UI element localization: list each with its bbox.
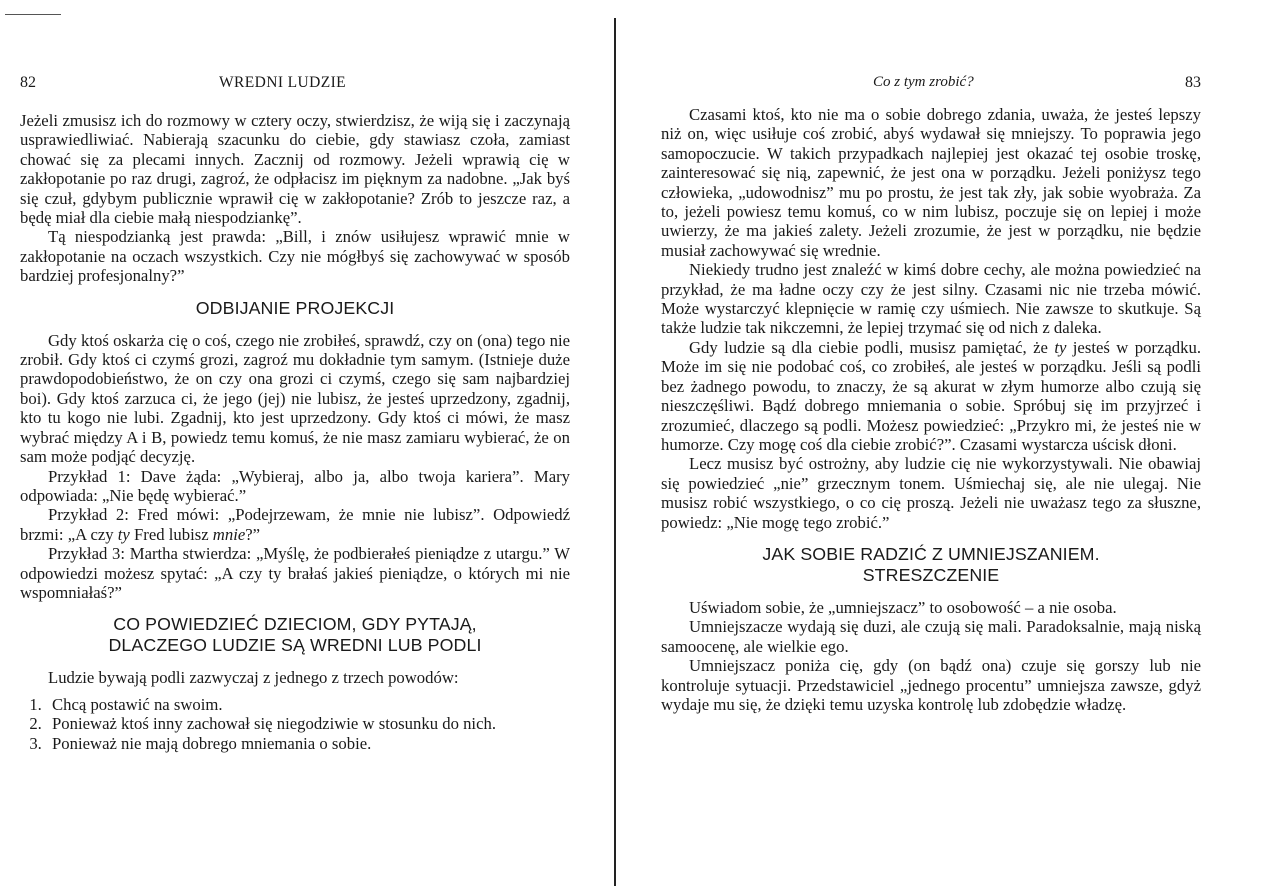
right-paragraph-3-text-b: jesteś w porządku. Może im się nie podobać coś, co zrobiłeś, ale jesteś w porządku. Jeśli są podli bez żadnego powodu, to znaczy, że są akurat w złym humorze albo czują się nieszczęśliwi. Bądź dobrego mniemania o sobie. Spróbuj się im przyjrzeć i zrozumieć, dlaczego są podli. Możesz powiedzieć: „Przykro mi, że jesteś nie w humorze. Czy mogę coś dla ciebie zrobić?”. Czasami wystarcza uścisk dłoni. (661, 337, 1201, 454)
example-1: Przykład 1: Dave żąda: „Wybieraj, albo ja, albo twoja kariera”. Mary odpowiada: „Nie będę wybierać.” (20, 466, 570, 505)
projection-paragraph: Gdy ktoś oskarża cię o coś, czego nie zrobiłeś, sprawdź, czy on (ona) tego nie zrobił. Gdy ktoś ci czymś grozi, zagroź mu dokładnie tym samym. (Istnieje duże prawdopodobieństwo, że on czy ona grozi ci czymś, czego się sam najbardziej boi). Gdy ktoś zarzuca ci, że jego (jej) nie lubisz, że jesteś uprzedzony, zgadnij, kto tu kogo nie lubi. Zgadnij, kto jest uprzedzony. Gdy ktoś ci mówi, że masz wybrać między A i B, powiedz temu komuś, że nie masz zamiaru wybierać, że on sam może podjąć decyzję. (20, 330, 570, 467)
section-heading-projection: ODBIJANIE PROJEKCJI (195, 297, 395, 318)
intro-paragraph-1: Jeżeli zmusisz ich do rozmowy w cztery oczy, stwierdzisz, że wiją się i zaczynają usprawiedliwiać. Nabierają szacunku do ciebie, gdy stawiasz czoła, zamiast chować się za plecami innych. Zacznij od rozmowy. Jeżeli wprawią cię w zakłopotanie po raz drugi, zagroź, że odpłacisz im pięknym za nadobne. „Jak byś się czuł, gdybym publicznie wprawił cię w zakłopotanie? Zrób to jeszcze raz, a będę miał dla ciebie małą niespodziankę”. (20, 111, 570, 228)
right-paragraph-1: Czasami ktoś, kto nie ma o sobie dobrego zdania, uważa, że jesteś lepszy niż on, więc usiłuje coś zrobić, abyś wydawał się mniejszy. To poprawia jego samopoczucie. W takich przypadkach najlepiej jest okazać tej osobie troskę, zainteresować się nią, zapewnić, że jest ona w porządku. Jeżeli poniżysz tego człowieka, „udowodnisz” mu po prostu, że jest tak zły, jak sobie wyobraża. Za to, jeżeli powiesz temu komuś, co w nim lubisz, poczuje się on lepiej i może uwierzy, że ma jakieś zalety. Jeżeli zrozumie, że jest w porządku, nie będzie musiał zachowywać się wrednie. (661, 105, 1201, 260)
left-running-head: WREDNI LUDZIE (219, 74, 347, 91)
right-paragraph-2: Niekiedy trudno jest znaleźć w kimś dobre cechy, ale można powiedzieć na przykład, że ma ładne oczy czy że jest silny. Czasami nic nie trzeba mówić. Może wystarczyć klepnięcie w ramię czy uśmiech. Nie zawsze to skutkuje. Są także ludzie tak nikczemni, że lepiej trzymać się od nich z daleka. (661, 260, 1201, 338)
example-2-emphasis-ty: ty (117, 524, 130, 544)
list-item: 3. Ponieważ nie mają dobrego mniemania o sobie. (46, 734, 570, 753)
section-heading-summary-line-1: JAK SOBIE RADZIĆ Z UMNIEJSZANIEM. (762, 543, 1100, 564)
example-2-emphasis-mnie: mnie (212, 524, 246, 544)
section-heading-summary-line-2: STRESZCZENIE (862, 564, 1000, 585)
list-item: 1. Chcą postawić na swoim. (46, 695, 570, 714)
right-paragraph-3-emphasis: ty (1054, 337, 1067, 357)
right-paragraph-3 (661, 338, 1201, 454)
section-heading-children (20, 614, 570, 656)
right-paragraph-3-text-a: Gdy ludzie są dla ciebie podli, musisz pamiętać, że (689, 337, 1055, 357)
example-2-text-a: Przykład 2: Fred mówi: „Podejrzewam, że mnie nie lubisz”. Odpowiedź brzmi: „A czy (20, 505, 570, 544)
section-heading-summary (661, 544, 1201, 586)
example-2 (20, 505, 570, 544)
left-page-body (20, 111, 570, 753)
intro-paragraph-2: Tą niespodzianką jest prawda: „Bill, i znów usiłujesz wprawić mnie w zakłopotanie na oczach wszystkich. Czy nie mógłbyś się zachowywać w sposób bardziej profesjonalny?” (20, 227, 570, 286)
reasons-intro: Ludzie bywają podli zazwyczaj z jednego z trzech powodów: (48, 668, 459, 688)
example-3: Przykład 3: Martha stwierdza: „Myślę, że podbierałeś pieniądze z utargu.” W odpowiedzi możesz spytać: „A czy ty brałaś jakieś pieniądze, o których mi nie wspomniałaś?” (20, 544, 570, 602)
left-page-header (20, 74, 570, 94)
right-paragraph-4: Lecz musisz być ostrożny, aby ludzie cię nie wykorzystywali. Nie obawiaj się powiedzieć „nie” grzecznym tonem. Uśmiechaj się, ale nie ulegaj. Nie musisz robić wszystkiego, o co cię proszą. Jeżeli nie uważasz tego za słuszne, powiedz: „Nie mogę tego zrobić.” (661, 454, 1201, 532)
reasons-list (20, 695, 570, 753)
example-2-text-b: Fred lubisz (129, 524, 213, 544)
right-page-header (661, 74, 1201, 94)
right-page-number: 83 (1185, 74, 1201, 91)
right-page-body (661, 105, 1201, 714)
right-running-head: Co z tym zrobić? (873, 74, 974, 90)
example-2-text-c: ?” (245, 524, 261, 544)
section-heading-children-line-1: CO POWIEDZIEĆ DZIECIOM, GDY PYTAJĄ, (113, 614, 477, 635)
book-gutter (614, 18, 616, 886)
section-heading-children-line-2: DLACZEGO LUDZIE SĄ WREDNI LUB PODLI (108, 635, 482, 656)
list-item: 2. Ponieważ ktoś inny zachował się niegodziwie w stosunku do nich. (46, 714, 570, 733)
summary-paragraph-1: Uświadom sobie, że „umniejszacz” to osobowość – a nie osoba. (689, 597, 1117, 617)
left-page-number: 82 (20, 74, 36, 91)
summary-paragraph-2: Umniejszacze wydają się duzi, ale czują się mali. Paradoksalnie, mają niską samoocenę, ale wielkie ego. (661, 617, 1201, 656)
top-rule (5, 14, 61, 15)
summary-paragraph-3: Umniejszacz poniża cię, gdy (on bądź ona) czuje się gorszy lub nie kontroluje sytuacji. Przedstawiciel „jednego procentu” umniejsza zawsze, gdyż wydaje mu się, że dzięki temu uzyska kontrolę lub zdobędzie władzę. (661, 656, 1201, 714)
